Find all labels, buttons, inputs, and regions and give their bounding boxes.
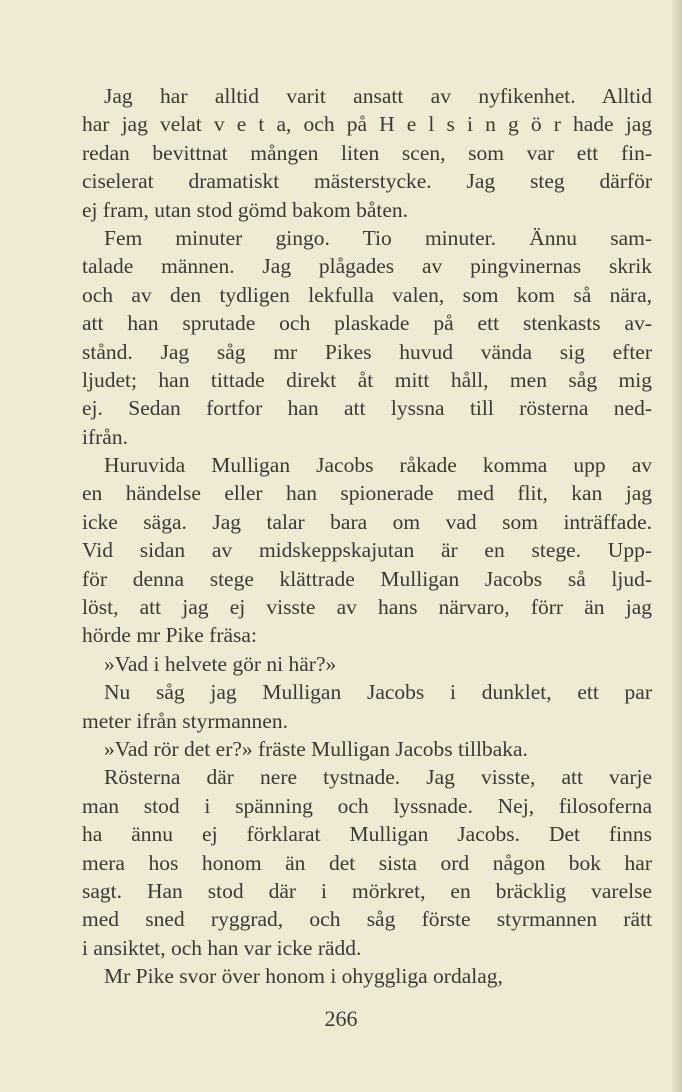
text-line: Rösterna där nere tystnade. Jag visste, att varje [104,765,652,790]
text-line: meter ifrån styrmannen. [82,708,288,733]
text-line: Jag har alltid varit ansatt av nyfikenhet. Alltid [104,84,652,108]
text-line: att han sprutade och plaskade på ett stenkasts av- [82,311,652,336]
text-line: Fem minuter gingo. Tio minuter. Ännu sam- [104,225,652,250]
text-line: sagt. Han stod där i mörkret, en bräcklig varelse [82,878,652,903]
text-line: med sned ryggrad, och såg förste styrmannen rätt [82,907,652,932]
text-line: ej fram, utan stod gömd bakom båten. [82,197,409,222]
paragraph [82,962,652,990]
page-number: 266 [324,1006,358,1031]
text-line: ifrån. [82,424,128,449]
paragraph [82,735,652,763]
paragraph [82,451,652,650]
text-line: Huruvida Mulligan Jacobs råkade komma upp av [104,453,652,478]
text-line: och av den tydligen lekfulla valen, som kom så nära, [82,282,652,307]
text-line: man stod i spänning och lyssnade. Nej, filosoferna [82,793,652,818]
text-line: i ansiktet, och han var icke rädd. [82,935,362,960]
paragraph [82,650,652,678]
text-line: Mr Pike svor över honom i ohyggliga ordalag, [104,964,503,989]
text-line: en händelse eller han spionerade med flit, kan jag [82,481,652,506]
text-line: icke säga. Jag talar bara om vad som inträffade. [82,509,652,534]
text-line: hörde mr Pike fräsa: [82,623,257,648]
page-edge [672,0,682,1092]
body-text [82,82,652,991]
text-line: ej. Sedan fortfor han att lyssna till rösterna ned- [82,396,652,421]
text-line: Nu såg jag Mulligan Jacobs i dunklet, ett par [104,680,652,705]
text-line: löst, att jag ej visste av hans närvaro, förr än jag [82,595,652,620]
text-line: »Vad i helvete gör ni här?» [104,651,337,676]
paragraph [82,82,652,224]
text-line: ha ännu ej förklarat Mulligan Jacobs. Det finns [82,822,652,847]
paragraph [82,678,652,735]
text-line: »Vad rör det er?» fräste Mulligan Jacobs tillbaka. [104,736,528,761]
text-line: ciselerat dramatiskt mästerstycke. Jag steg därför [82,169,652,194]
paragraph [82,763,652,962]
text-line: har jag velat v e t a, och på H e l s i n g ö r hade jag [82,112,652,137]
text-line: talade männen. Jag plågades av pingvinernas skrik [82,254,652,279]
text-line: mera hos honom än det sista ord någon bok har [82,850,652,875]
text-line: för denna stege klättrade Mulligan Jacobs så ljud- [82,566,652,591]
text-line: Vid sidan av midskeppskajutan är en stege. Upp- [82,538,652,563]
text-line: stånd. Jag såg mr Pikes huvud vända sig efter [82,339,652,364]
paragraph [82,224,652,451]
text-line: redan bevittnat mången liten scen, som var ett fin- [82,140,652,165]
text-line: ljudet; han tittade direkt åt mitt håll, men såg mig [82,367,652,392]
